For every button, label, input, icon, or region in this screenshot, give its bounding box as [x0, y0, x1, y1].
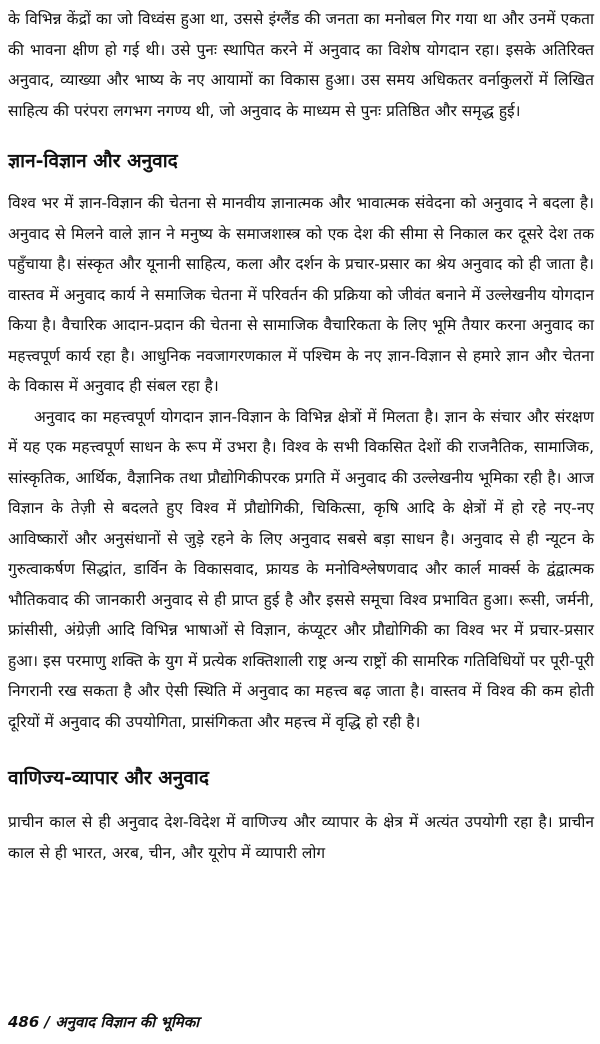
section-heading-commerce: वाणिज्य-व्यापार और अनुवाद — [8, 767, 209, 789]
page-footer: 486 / अनुवाद विज्ञान की भूमिका — [8, 1013, 200, 1031]
paragraph-commerce: प्राचीन काल से ही अनुवाद देश-विदेश में वाणिज्य और व्यापार के क्षेत्र में अत्यंत उपयोगी रहा है। प्राचीन काल से ही भारत, अरब, चीन, और यूरोप में व्यापारी लोग — [8, 813, 594, 862]
paragraph-science-1: विश्व भर में ज्ञान-विज्ञान की चेतना से मानवीय ज्ञानात्मक और भावात्मक संवेदना को अनुवाद ने बदला है। अनुवाद से मिलने वाले ज्ञान ने मनुष्य के समाजशास्त्र को एक देश की सीमा से निकाल कर दूसरे देश तक पहुँचाया है। संस्कृत और यूनानी साहित्य, कला और दर्शन के प्रचार-प्रसार का श्रेय अनुवाद को ही जाता है। वास्तव में अनुवाद कार्य ने समाजिक चेतना में परिवर्तन की प्रक्रिया को जीवंत बनाने में उल्लेखनीय योगदान किया है। वैचारिक आदान-प्रदान की चेतना से सामाजिक वैचारिकता के लिए भूमि तैयार करना अनुवाद का महत्त्वपूर्ण कार्य रहा है। आधुनिक नवजागरणकाल में पश्चिम के नए ज्ञान-विज्ञान से हमारे ज्ञान और चेतना के विकास में अनुवाद ही संबल रहा है। — [8, 194, 594, 395]
paragraph-science-2: अनुवाद का महत्त्वपूर्ण योगदान ज्ञान-विज्ञान के विभिन्न क्षेत्रों में मिलता है। ज्ञान के संचार और संरक्षण में यह एक महत्त्वपूर्ण साधन के रूप में उभरा है। विश्व के सभी विकसित देशों की राजनैतिक, सामाजिक, सांस्कृतिक, आर्थिक, वैज्ञानिक तथा प्रौद्योगिकीपरक प्रगति में अनुवाद की उल्लेखनीय भूमिका रही है। आज विज्ञान के तेज़ी से बदलते हुए विश्व में प्रौद्योगिकी, चिकित्सा, कृषि आदि के क्षेत्रों में हो रहे नए-नए आविष्कारों और अनुसंधानों से जुड़े रहने के लिए अनुवाद सबसे बड़ा साधन है। अनुवाद से ही न्यूटन के गुरुत्वाकर्षण सिद्धांत, डार्विन के विकासवाद, फ्रायड के मनोविश्लेषणवाद और कार्ल मार्क्स के द्वंद्वात्मक भौतिकवाद की जानकारी अनुवाद से ही प्राप्त हुई है और इससे समूचा विश्व प्रभावित हुआ। रूसी, जर्मनी, फ्रांसीसी, अंग्रेज़ी आदि विभिन्न भाषाओं से विज्ञान, कंप्यूटर और प्रौद्योगिकी का विश्व भर में प्रचार-प्रसार हुआ। इस परमाणु शक्ति के युग में प्रत्येक शक्तिशाली राष्ट्र अन्य राष्ट्रों की सामरिक गतिविधियों पर पूरी-पूरी निगरानी रख सकता है और ऐसी स्थिति में अनुवाद का महत्त्व बढ़ जाता है। वास्तव में विश्व की कम होती दूरियों में अनुवाद की उपयोगिता, प्रासंगिकता और महत्त्व में वृद्धि हो रही है। — [8, 407, 594, 731]
paragraph-intro: के विभिन्न केंद्रों का जो विध्वंस हुआ था, उससे इंग्लैंड की जनता का मनोबल गिर गया था और उनमें एकता की भावना क्षीण हो गई थी। उसे पुनः स्थापित करने में अनुवाद का विशेष योगदान रहा। इसके अतिरिक्त अनुवाद, व्याख्या और भाष्य के नए आयामों का विकास हुआ। उस समय अधिकतर वर्नाकुलरों में लिखित साहित्य की परंपरा लगभग नगण्य थी, जो अनुवाद के माध्यम से पुनः प्रतिष्ठित और समृद्ध हुई। — [8, 10, 594, 120]
page-body — [8, 4, 594, 868]
section-heading-science: ज्ञान-विज्ञान और अनुवाद — [8, 150, 178, 172]
